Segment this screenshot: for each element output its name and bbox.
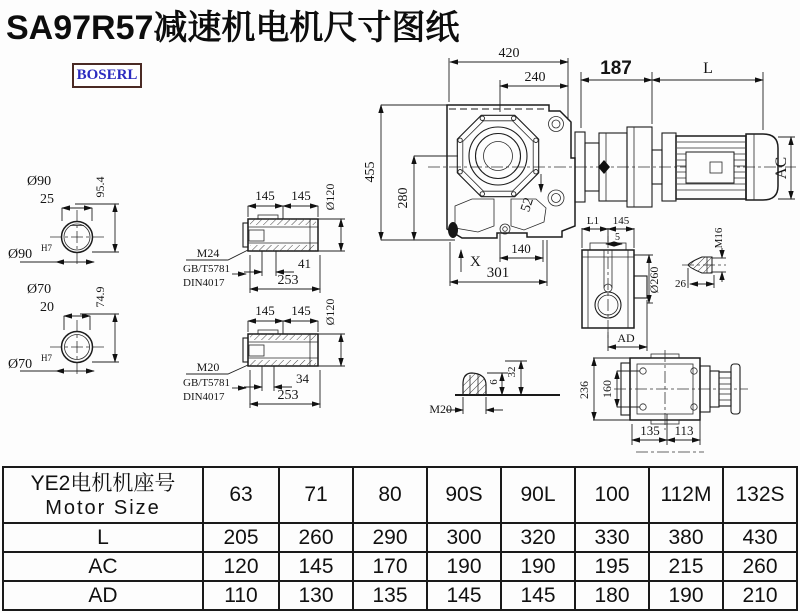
- dim-240: 240: [524, 70, 546, 85]
- dim-26: 26: [675, 278, 686, 290]
- dim-20: 20: [40, 300, 54, 315]
- header-cn: YE2电机机座号: [30, 471, 176, 495]
- boserl-logo: BOSERL: [72, 63, 142, 88]
- dim-455: 455: [363, 161, 378, 183]
- std-din-top: DIN4017: [183, 277, 225, 289]
- table-cell: 300: [427, 523, 501, 552]
- dim-160: 160: [600, 380, 614, 398]
- table-cell: 180: [575, 581, 649, 610]
- table-cell: 190: [649, 581, 723, 610]
- row-label-AC: AC: [3, 552, 203, 581]
- dim-AD: AD: [617, 331, 635, 345]
- table-header-motor-size: [3, 467, 203, 523]
- row-label-AD: AD: [3, 581, 203, 610]
- row-label-L: L: [3, 523, 203, 552]
- table-cell: 130: [279, 581, 353, 610]
- dim-6: 6: [488, 379, 500, 385]
- hollow-shaft-m24: [183, 184, 345, 293]
- col-90s: 90S: [427, 467, 501, 523]
- table-cell: 170: [353, 552, 427, 581]
- stud-thread-label: M20: [429, 402, 452, 416]
- dim-74-9: 74.9: [93, 286, 107, 308]
- page-title: SA97R57减速机电机尺寸图纸: [6, 9, 460, 47]
- table-cell: 190: [427, 552, 501, 581]
- table-cell: 210: [723, 581, 797, 610]
- dim-5: 5: [615, 232, 620, 243]
- bore-90-label: Ø90: [8, 247, 33, 262]
- dim-236: 236: [577, 381, 591, 399]
- dim-187: 187: [600, 58, 632, 79]
- col-71: 71: [279, 467, 353, 523]
- dim-253-bottom: 253: [277, 388, 299, 403]
- col-63: 63: [203, 467, 279, 523]
- table-cell: 380: [649, 523, 723, 552]
- shaft-section-90: [8, 174, 119, 264]
- std-din-bottom: DIN4017: [183, 391, 225, 403]
- dim-145-side: 145: [612, 215, 630, 227]
- dim-280: 280: [396, 187, 411, 209]
- table-cell: 145: [279, 552, 353, 581]
- dim-d120-top: Ø120: [323, 183, 337, 211]
- thread-m20-label: M20: [196, 360, 220, 374]
- table-cell: 195: [575, 552, 649, 581]
- thread-m24-label: M24: [196, 246, 220, 260]
- thread-m16-label: M16: [713, 227, 725, 249]
- bore-70-label: Ø70: [8, 357, 33, 372]
- table-row-AD: [3, 581, 797, 610]
- table-cell: 145: [427, 581, 501, 610]
- top-view: [577, 350, 748, 452]
- dia-70-label: Ø70: [27, 282, 52, 297]
- dim-41: 41: [298, 256, 311, 271]
- stud-m20-detail: [429, 361, 560, 416]
- dim-25: 25: [40, 192, 54, 207]
- dim-d260: Ø260: [647, 266, 661, 294]
- dim-145b: 145: [291, 188, 311, 203]
- foot-bolt: [448, 222, 458, 238]
- std-gb-bottom: GB/T5781: [183, 377, 231, 389]
- dim-140: 140: [511, 241, 531, 256]
- table-cell: 190: [501, 552, 575, 581]
- dim-420: 420: [498, 46, 520, 61]
- col-90l: 90L: [501, 467, 575, 523]
- table-cell: 110: [203, 581, 279, 610]
- dim-L1: L1: [586, 215, 600, 227]
- center-mark: [598, 160, 610, 174]
- bore-90-tolerance: H7: [41, 243, 52, 253]
- table-cell: 145: [501, 581, 575, 610]
- shaft-section-70: [8, 282, 119, 374]
- dim-X: X: [470, 254, 481, 270]
- table-cell: 320: [501, 523, 575, 552]
- bore-70-tolerance: H7: [41, 353, 52, 363]
- table-cell: 260: [723, 552, 797, 581]
- table-cell: 430: [723, 523, 797, 552]
- col-80: 80: [353, 467, 427, 523]
- table-row-L: [3, 523, 797, 552]
- table-row-AC: [3, 552, 797, 581]
- dim-d120-bottom: Ø120: [323, 298, 337, 326]
- table-header-row: [3, 467, 797, 523]
- col-100: 100: [575, 467, 649, 523]
- dim-301: 301: [486, 265, 510, 281]
- table-cell: 215: [649, 552, 723, 581]
- side-view: [582, 215, 661, 351]
- table-cell: 330: [575, 523, 649, 552]
- table-cell: 135: [353, 581, 427, 610]
- dim-95-4: 95.4: [93, 176, 107, 198]
- front-view: [363, 46, 796, 286]
- std-gb-top: GB/T5781: [183, 263, 231, 275]
- dim-32: 32: [506, 366, 518, 378]
- dim-L: L: [703, 60, 713, 77]
- dim-113: 113: [674, 423, 694, 438]
- dim-52: 52: [518, 195, 537, 214]
- dim-AC: AC: [773, 156, 790, 180]
- dim-34: 34: [296, 371, 309, 386]
- flange-bolt-holes: [458, 116, 538, 196]
- dim-145c: 145: [255, 303, 275, 318]
- table-cell: 120: [203, 552, 279, 581]
- dim-145a: 145: [255, 188, 275, 203]
- header-en: Motor Size: [45, 496, 161, 519]
- table-cell: 260: [279, 523, 353, 552]
- col-132s: 132S: [723, 467, 797, 523]
- bolt-m16-detail: [675, 227, 726, 290]
- dim-145d: 145: [291, 303, 311, 318]
- dim-135: 135: [640, 423, 660, 438]
- dim-253-top: 253: [277, 273, 299, 288]
- table-cell: 290: [353, 523, 427, 552]
- motor-size-table: [2, 466, 798, 611]
- hollow-shaft-m20: [183, 299, 345, 408]
- table-cell: 205: [203, 523, 279, 552]
- col-112m: 112M: [649, 467, 723, 523]
- dia-90-label: Ø90: [27, 174, 52, 189]
